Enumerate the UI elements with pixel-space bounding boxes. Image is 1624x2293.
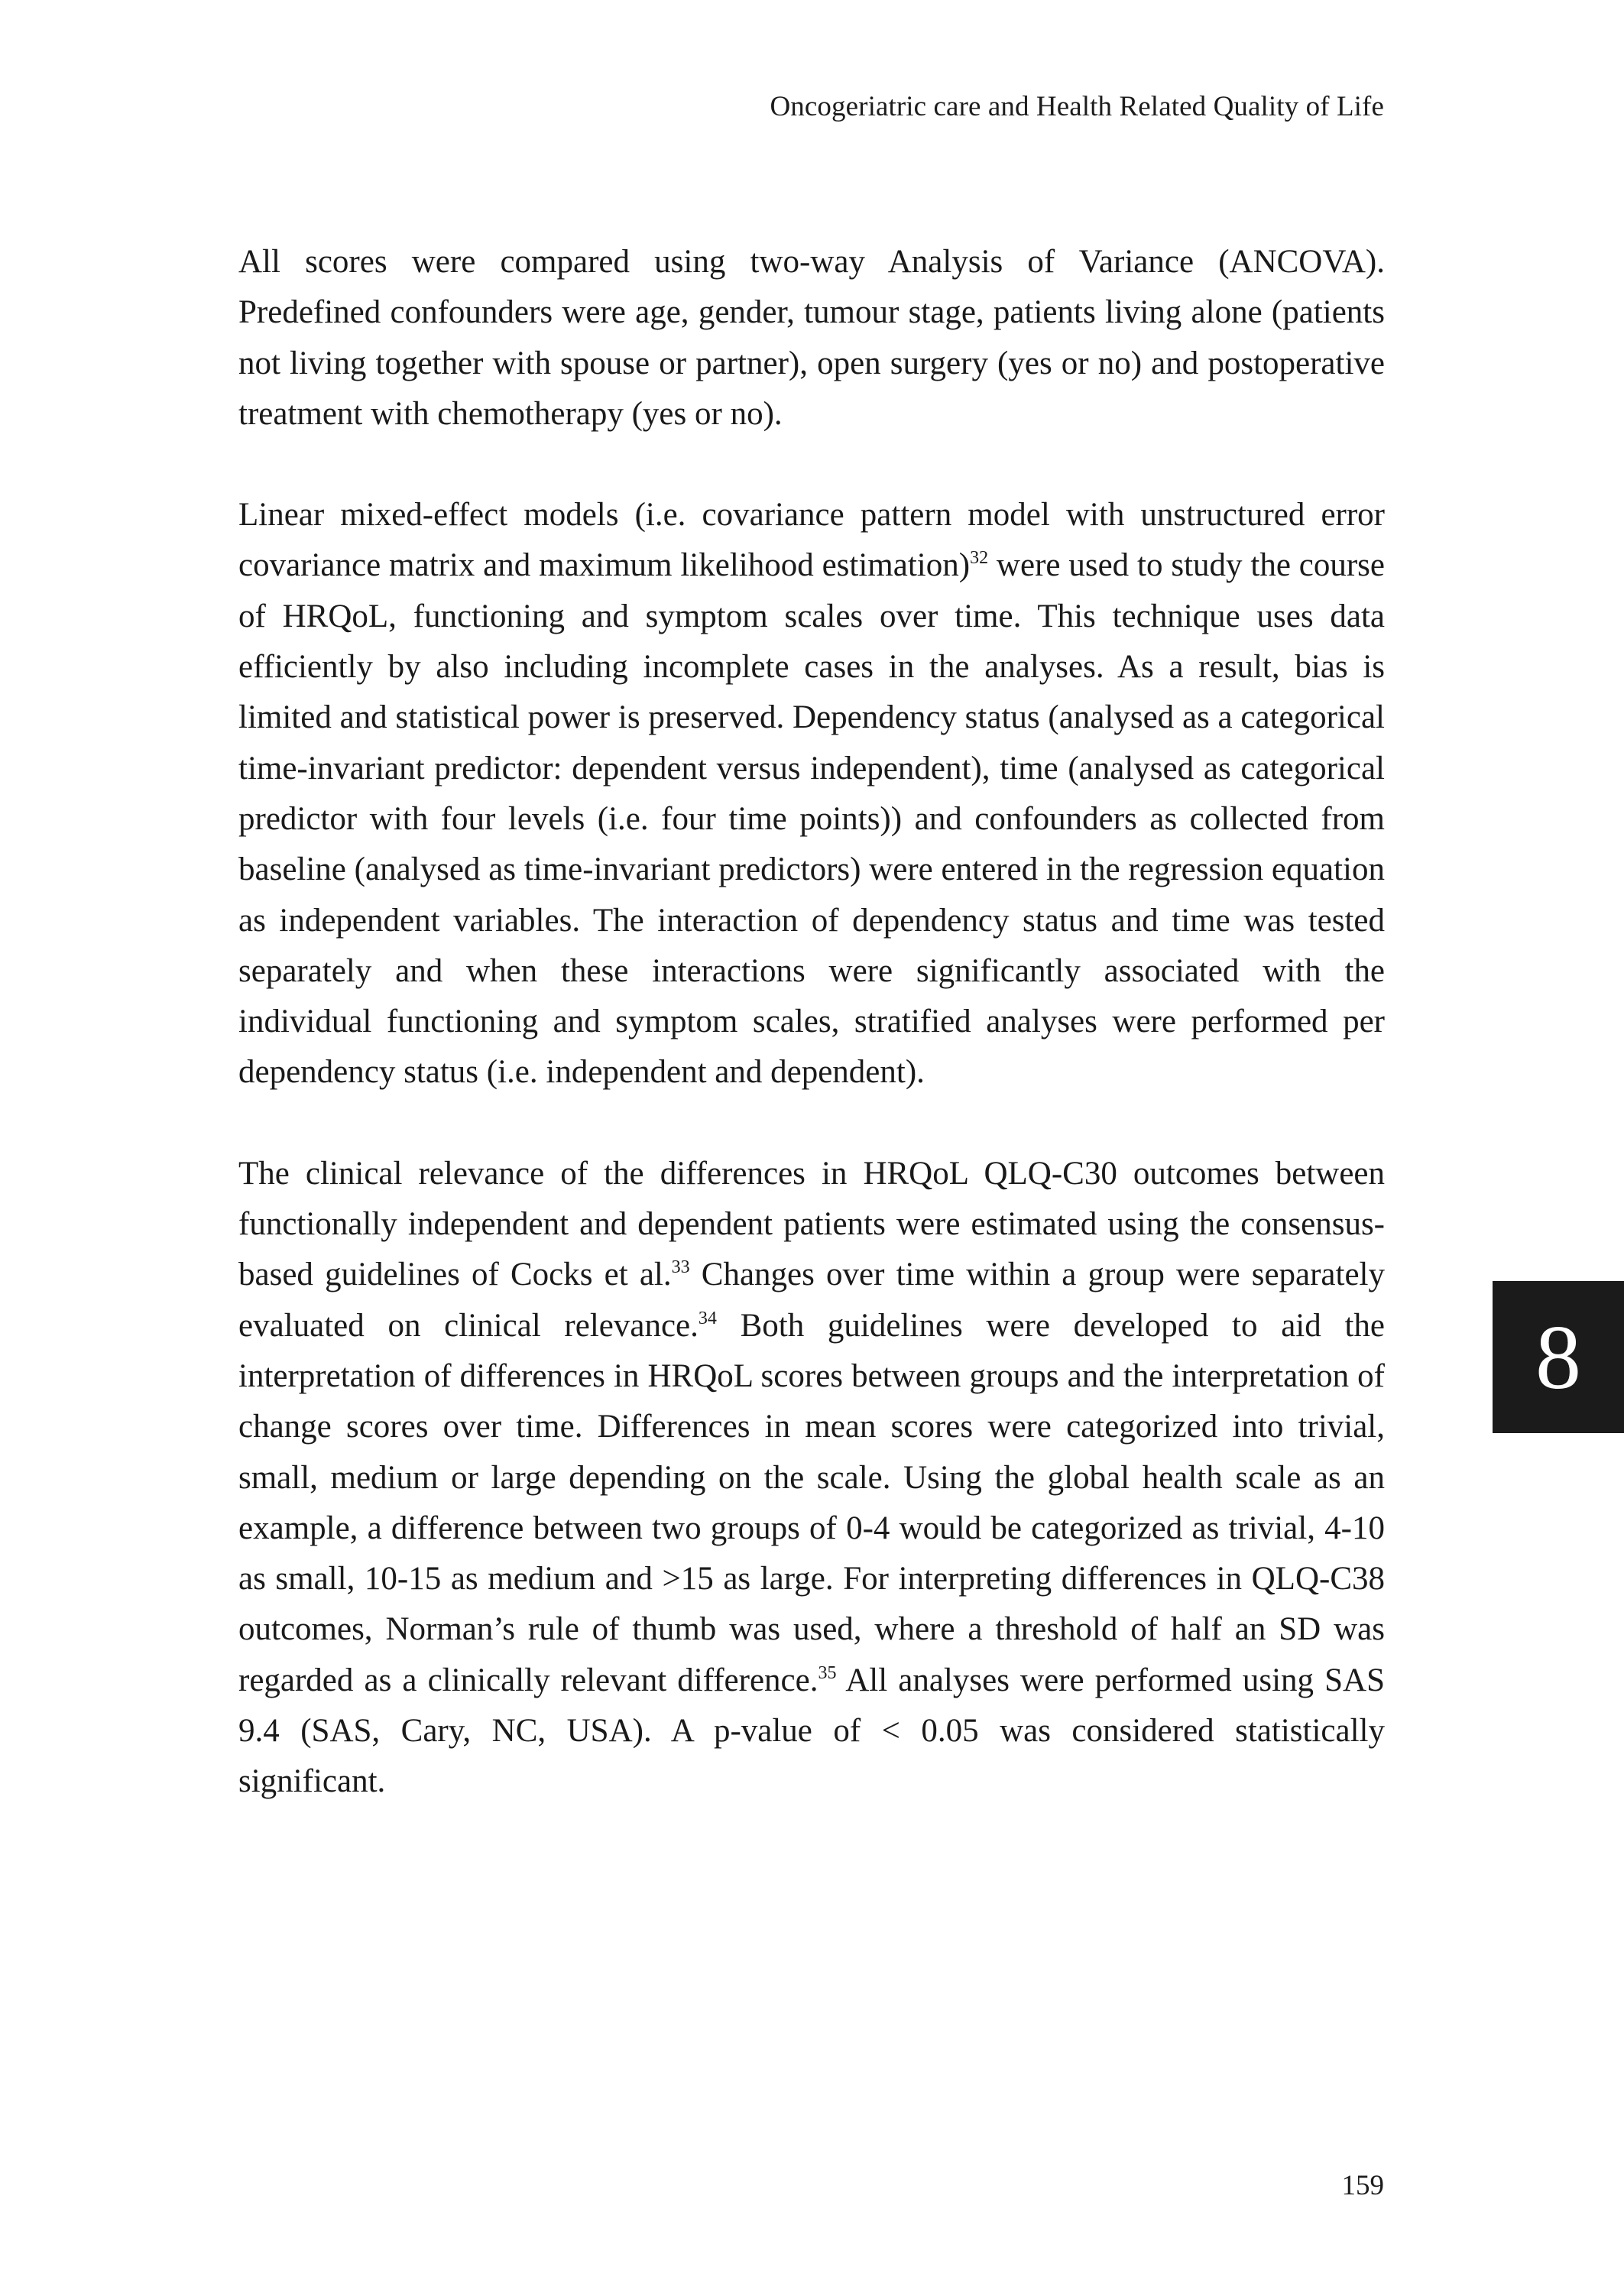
- paragraph-mixed-models: [238, 490, 1385, 1098]
- chapter-number: 8: [1535, 1305, 1581, 1408]
- paragraph-text: Linear mixed-effect models (i.e. covariance pattern model with unstructured error covariance matrix and maximum likelihood estimation): [238, 497, 1385, 584]
- paragraph-clinical-relevance: [238, 1149, 1385, 1808]
- paragraph-text: All scores were compared using two-way Analysis of Variance (ANCOVA). Predefined confounders were age, gender, tumour stage, patients living alone (patients not living together with spouse or partner), open surgery (yes or no) and postoperative treatment with chemotherapy (yes or no).: [238, 244, 1385, 432]
- paragraph-text: The clinical relevance of the differences in HRQoL QLQ-C30 outcomes between functionally independent and dependent patients were estimated using the consensus-based guidelines of Cocks et al.: [238, 1155, 1385, 1293]
- citation-superscript: 35: [818, 1662, 837, 1683]
- paragraph-ancova: [238, 237, 1385, 439]
- citation-superscript: 32: [970, 548, 989, 569]
- page-number: 159: [1341, 2170, 1384, 2201]
- citation-superscript: 34: [698, 1308, 717, 1328]
- paragraph-text: All analyses were performed using SAS 9.4 (SAS, Cary, NC, USA). A p-value of < 0.05 was considered statistically significant.: [238, 1662, 1385, 1800]
- citation-superscript: 33: [671, 1257, 690, 1278]
- body-text: [238, 237, 1385, 1858]
- paragraph-text: were used to study the course of HRQoL, functioning and symptom scales over time. This technique uses data efficiently by also including incomplete cases in the analyses. As a result, bias is limited and statistical power is preserved. Dependency status (analysed as a categorical time-invariant predictor: dependent versus independent), time (analysed as categorical predictor with four levels (i.e. four time points)) and confounders as collected from baseline (analysed as time-invariant predictors) were entered in the regression equation as independent variables. The interaction of dependency status and time was tested separately and when these interactions were significantly associated with the individual functioning and symptom scales, stratified analyses were performed per dependency status (i.e. independent and dependent).: [238, 547, 1385, 1091]
- running-header: Oncogeriatric care and Health Related Quality of Life: [770, 91, 1384, 122]
- paragraph-text: Changes over time within a group were separately evaluated on clinical relevance.: [238, 1257, 1385, 1344]
- chapter-tab: [1493, 1281, 1624, 1433]
- paragraph-text: Both guidelines were developed to aid the interpretation of differences in HRQoL scores between groups and the interpretation of change scores over time. Differences in mean scores were categorized into trivial, small, medium or large depending on the scale. Using the global health scale as an example, a difference between two groups of 0-4 would be categorized as trivial, 4-10 as small, 10-15 as medium and >15 as large. For interpreting differences in QLQ-C38 outcomes, Norman’s rule of thumb was used, where a threshold of half an SD was regarded as a clinically relevant difference.: [238, 1307, 1385, 1698]
